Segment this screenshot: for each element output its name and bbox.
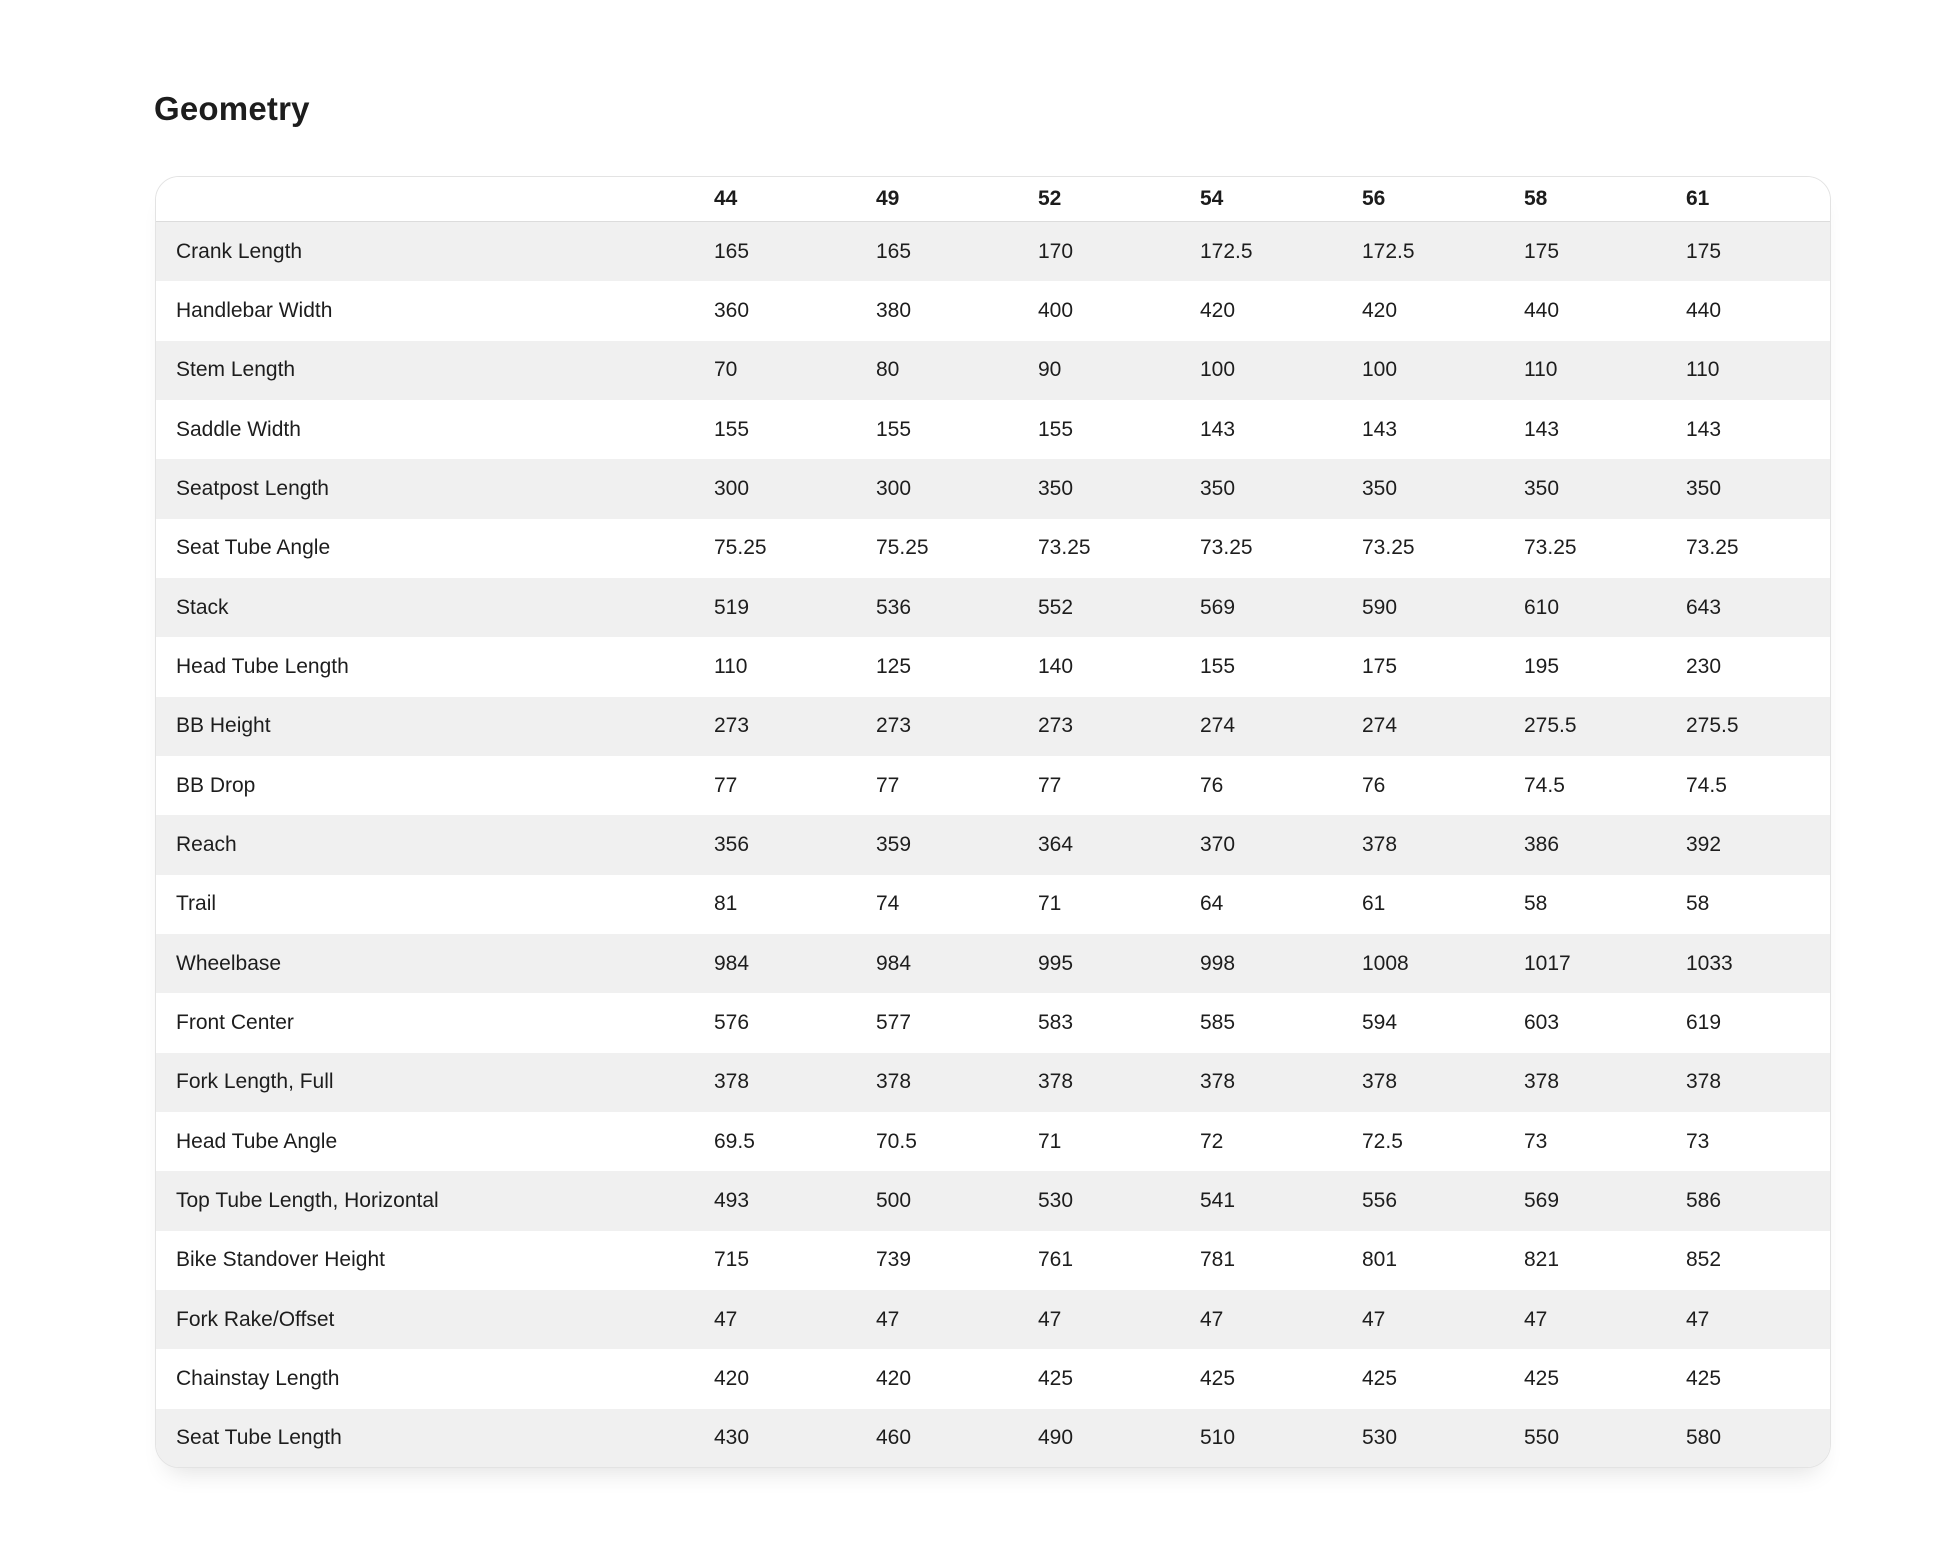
geometry-value-cell: 761 [1038, 1248, 1074, 1272]
geometry-value-cell: 273 [1038, 714, 1074, 738]
geometry-value-cell: 995 [1038, 951, 1074, 975]
geometry-value-cell: 378 [1038, 1070, 1074, 1094]
table-row [156, 341, 1830, 400]
geometry-value-cell: 170 [1038, 239, 1074, 263]
geometry-value-cell: 360 [714, 298, 750, 322]
geometry-value-cell: 420 [1362, 298, 1398, 322]
geometry-value-cell: 1033 [1686, 951, 1733, 975]
geometry-value-cell: 73 [1686, 1129, 1710, 1153]
geometry-value-cell: 70 [714, 358, 738, 382]
geometry-value-cell: 359 [876, 832, 912, 856]
geometry-value-cell: 274 [1200, 714, 1236, 738]
geometry-value-cell: 356 [714, 832, 750, 856]
geometry-value-cell: 73.25 [1686, 536, 1739, 560]
geometry-value-cell: 47 [1038, 1307, 1062, 1331]
geometry-value-cell: 378 [1524, 1070, 1560, 1094]
geometry-value-cell: 175 [1362, 654, 1398, 678]
geometry-value-cell: 739 [876, 1248, 912, 1272]
geometry-value-cell: 75.25 [714, 536, 767, 560]
geometry-value-cell: 81 [714, 892, 738, 916]
row-label: Seat Tube Length [176, 1426, 342, 1450]
table-row [156, 281, 1830, 340]
table-row [156, 697, 1830, 756]
geometry-value-cell: 230 [1686, 654, 1722, 678]
geometry-value-cell: 430 [714, 1426, 750, 1450]
table-row [156, 1231, 1830, 1290]
geometry-value-cell: 76 [1362, 773, 1386, 797]
geometry-value-cell: 74.5 [1524, 773, 1565, 797]
geometry-table-card [155, 176, 1831, 1468]
geometry-value-cell: 610 [1524, 595, 1560, 619]
table-row [156, 222, 1830, 281]
geometry-value-cell: 577 [876, 1010, 912, 1034]
row-label: BB Drop [176, 773, 256, 797]
column-header: 54 [1200, 187, 1224, 210]
geometry-value-cell: 155 [1038, 417, 1074, 441]
geometry-value-cell: 586 [1686, 1188, 1722, 1212]
geometry-value-cell: 425 [1524, 1366, 1560, 1390]
geometry-value-cell: 378 [1686, 1070, 1722, 1094]
column-header: 49 [876, 187, 900, 210]
geometry-value-cell: 61 [1362, 892, 1386, 916]
geometry-value-cell: 143 [1686, 417, 1722, 441]
geometry-value-cell: 490 [1038, 1426, 1074, 1450]
table-row [156, 1290, 1830, 1349]
geometry-value-cell: 576 [714, 1010, 750, 1034]
column-header: 52 [1038, 187, 1062, 210]
geometry-value-cell: 47 [1524, 1307, 1548, 1331]
geometry-value-cell: 77 [714, 773, 738, 797]
geometry-value-cell: 569 [1200, 595, 1236, 619]
table-row [156, 1409, 1830, 1468]
geometry-value-cell: 73 [1524, 1129, 1548, 1153]
column-header: 44 [714, 187, 738, 210]
geometry-value-cell: 998 [1200, 951, 1236, 975]
row-label: Saddle Width [176, 417, 301, 441]
geometry-value-cell: 47 [1686, 1307, 1710, 1331]
geometry-value-cell: 64 [1200, 892, 1224, 916]
row-label: Chainstay Length [176, 1366, 340, 1390]
row-label: Wheelbase [176, 951, 282, 975]
geometry-value-cell: 460 [876, 1426, 912, 1450]
table-row [156, 400, 1830, 459]
geometry-value-cell: 100 [1200, 358, 1236, 382]
geometry-value-cell: 530 [1038, 1188, 1074, 1212]
geometry-value-cell: 603 [1524, 1010, 1560, 1034]
geometry-value-cell: 47 [1362, 1307, 1386, 1331]
geometry-value-cell: 1008 [1362, 951, 1409, 975]
geometry-value-cell: 73.25 [1524, 536, 1577, 560]
row-label: Seatpost Length [176, 476, 329, 500]
row-label: Seat Tube Angle [176, 536, 331, 560]
geometry-value-cell: 125 [876, 654, 912, 678]
row-label: Fork Rake/Offset [176, 1307, 335, 1331]
geometry-value-cell: 425 [1686, 1366, 1722, 1390]
geometry-value-cell: 275.5 [1686, 714, 1739, 738]
geometry-value-cell: 378 [714, 1070, 750, 1094]
geometry-value-cell: 273 [714, 714, 750, 738]
row-label: BB Height [176, 714, 271, 738]
geometry-value-cell: 47 [1200, 1307, 1224, 1331]
geometry-value-cell: 274 [1362, 714, 1398, 738]
geometry-value-cell: 519 [714, 595, 750, 619]
geometry-value-cell: 73.25 [1200, 536, 1253, 560]
row-label: Top Tube Length, Horizontal [176, 1188, 439, 1212]
geometry-value-cell: 273 [876, 714, 912, 738]
column-header: 58 [1524, 187, 1548, 210]
geometry-value-cell: 58 [1524, 892, 1548, 916]
geometry-value-cell: 140 [1038, 654, 1074, 678]
geometry-value-cell: 73.25 [1038, 536, 1091, 560]
geometry-value-cell: 350 [1362, 476, 1398, 500]
geometry-value-cell: 110 [714, 654, 748, 678]
geometry-value-cell: 386 [1524, 832, 1560, 856]
geometry-value-cell: 74 [876, 892, 900, 916]
row-label: Stem Length [176, 358, 296, 382]
geometry-value-cell: 172.5 [1362, 239, 1415, 263]
column-header: 61 [1686, 187, 1710, 210]
geometry-value-cell: 72.5 [1362, 1129, 1403, 1153]
geometry-value-cell: 425 [1038, 1366, 1074, 1390]
geometry-value-cell: 781 [1200, 1248, 1236, 1272]
geometry-value-cell: 75.25 [876, 536, 929, 560]
geometry-value-cell: 585 [1200, 1010, 1236, 1034]
table-row [156, 1171, 1830, 1230]
geometry-value-cell: 47 [714, 1307, 738, 1331]
geometry-value-cell: 76 [1200, 773, 1224, 797]
table-row [156, 875, 1830, 934]
geometry-value-cell: 400 [1038, 298, 1074, 322]
geometry-value-cell: 619 [1686, 1010, 1722, 1034]
geometry-value-cell: 90 [1038, 358, 1062, 382]
row-label: Reach [176, 832, 237, 856]
table-row [156, 1112, 1830, 1171]
geometry-value-cell: 143 [1200, 417, 1236, 441]
geometry-value-cell: 425 [1200, 1366, 1236, 1390]
row-label: Fork Length, Full [176, 1070, 334, 1094]
geometry-value-cell: 984 [876, 951, 912, 975]
geometry-value-cell: 440 [1524, 298, 1560, 322]
row-label: Handlebar Width [176, 298, 333, 322]
geometry-value-cell: 175 [1686, 239, 1722, 263]
table-row [156, 934, 1830, 993]
geometry-value-cell: 77 [876, 773, 900, 797]
row-label: Front Center [176, 1010, 294, 1034]
geometry-value-cell: 392 [1686, 832, 1722, 856]
geometry-value-cell: 550 [1524, 1426, 1560, 1450]
geometry-value-cell: 74.5 [1686, 773, 1727, 797]
geometry-value-cell: 590 [1362, 595, 1398, 619]
geometry-value-cell: 165 [714, 239, 750, 263]
geometry-value-cell: 556 [1362, 1188, 1398, 1212]
page-title: Geometry [154, 90, 310, 127]
geometry-value-cell: 984 [714, 951, 750, 975]
table-row [156, 815, 1830, 874]
geometry-value-cell: 440 [1686, 298, 1722, 322]
geometry-value-cell: 300 [876, 476, 912, 500]
geometry-value-cell: 541 [1200, 1188, 1236, 1212]
geometry-value-cell: 594 [1362, 1010, 1398, 1034]
geometry-value-cell: 580 [1686, 1426, 1722, 1450]
geometry-value-cell: 100 [1362, 358, 1398, 382]
geometry-value-cell: 143 [1362, 417, 1398, 441]
table-row [156, 519, 1830, 578]
geometry-value-cell: 569 [1524, 1188, 1560, 1212]
geometry-value-cell: 378 [1200, 1070, 1236, 1094]
geometry-value-cell: 143 [1524, 417, 1560, 441]
geometry-value-cell: 378 [876, 1070, 912, 1094]
geometry-value-cell: 801 [1362, 1248, 1398, 1272]
geometry-value-cell: 71 [1038, 892, 1062, 916]
geometry-value-cell: 175 [1524, 239, 1560, 263]
geometry-value-cell: 350 [1686, 476, 1722, 500]
geometry-value-cell: 364 [1038, 832, 1074, 856]
geometry-value-cell: 583 [1038, 1010, 1074, 1034]
geometry-value-cell: 552 [1038, 595, 1074, 619]
table-row [156, 637, 1830, 696]
geometry-value-cell: 155 [714, 417, 750, 441]
geometry-value-cell: 821 [1524, 1248, 1560, 1272]
geometry-value-cell: 500 [876, 1188, 912, 1212]
row-label: Head Tube Length [176, 654, 349, 678]
geometry-value-cell: 1017 [1524, 951, 1571, 975]
geometry-value-cell: 172.5 [1200, 239, 1253, 263]
row-label: Bike Standover Height [176, 1248, 385, 1272]
geometry-value-cell: 715 [714, 1248, 750, 1272]
row-label: Stack [176, 595, 229, 619]
table-row [156, 578, 1830, 637]
geometry-value-cell: 77 [1038, 773, 1062, 797]
geometry-value-cell: 378 [1362, 1070, 1398, 1094]
geometry-value-cell: 852 [1686, 1248, 1722, 1272]
geometry-value-cell: 110 [1524, 358, 1558, 382]
geometry-value-cell: 110 [1686, 358, 1720, 382]
geometry-value-cell: 350 [1524, 476, 1560, 500]
geometry-value-cell: 155 [1200, 654, 1236, 678]
geometry-value-cell: 370 [1200, 832, 1236, 856]
geometry-value-cell: 380 [876, 298, 912, 322]
geometry-value-cell: 350 [1038, 476, 1074, 500]
table-body [156, 222, 1830, 1468]
geometry-value-cell: 643 [1686, 595, 1722, 619]
geometry-value-cell: 80 [876, 358, 900, 382]
geometry-value-cell: 536 [876, 595, 912, 619]
geometry-value-cell: 69.5 [714, 1129, 755, 1153]
geometry-value-cell: 425 [1362, 1366, 1398, 1390]
table-header-row [156, 177, 1830, 222]
table-row [156, 1053, 1830, 1112]
row-label: Crank Length [176, 239, 303, 263]
geometry-value-cell: 510 [1200, 1426, 1236, 1450]
geometry-value-cell: 58 [1686, 892, 1710, 916]
geometry-value-cell: 300 [714, 476, 750, 500]
column-header: 56 [1362, 187, 1386, 210]
row-label: Head Tube Angle [176, 1129, 338, 1153]
geometry-value-cell: 420 [876, 1366, 912, 1390]
geometry-value-cell: 275.5 [1524, 714, 1577, 738]
geometry-value-cell: 195 [1524, 654, 1560, 678]
geometry-value-cell: 493 [714, 1188, 750, 1212]
geometry-value-cell: 71 [1038, 1129, 1062, 1153]
table-row [156, 993, 1830, 1052]
table-row [156, 1349, 1830, 1408]
geometry-value-cell: 47 [876, 1307, 900, 1331]
geometry-value-cell: 420 [1200, 298, 1236, 322]
geometry-value-cell: 530 [1362, 1426, 1398, 1450]
geometry-value-cell: 155 [876, 417, 912, 441]
geometry-value-cell: 72 [1200, 1129, 1224, 1153]
geometry-value-cell: 420 [714, 1366, 750, 1390]
geometry-value-cell: 350 [1200, 476, 1236, 500]
geometry-value-cell: 73.25 [1362, 536, 1415, 560]
row-label: Trail [176, 892, 217, 916]
table-row [156, 459, 1830, 518]
geometry-value-cell: 165 [876, 239, 912, 263]
geometry-value-cell: 378 [1362, 832, 1398, 856]
table-row [156, 756, 1830, 815]
geometry-value-cell: 70.5 [876, 1129, 917, 1153]
